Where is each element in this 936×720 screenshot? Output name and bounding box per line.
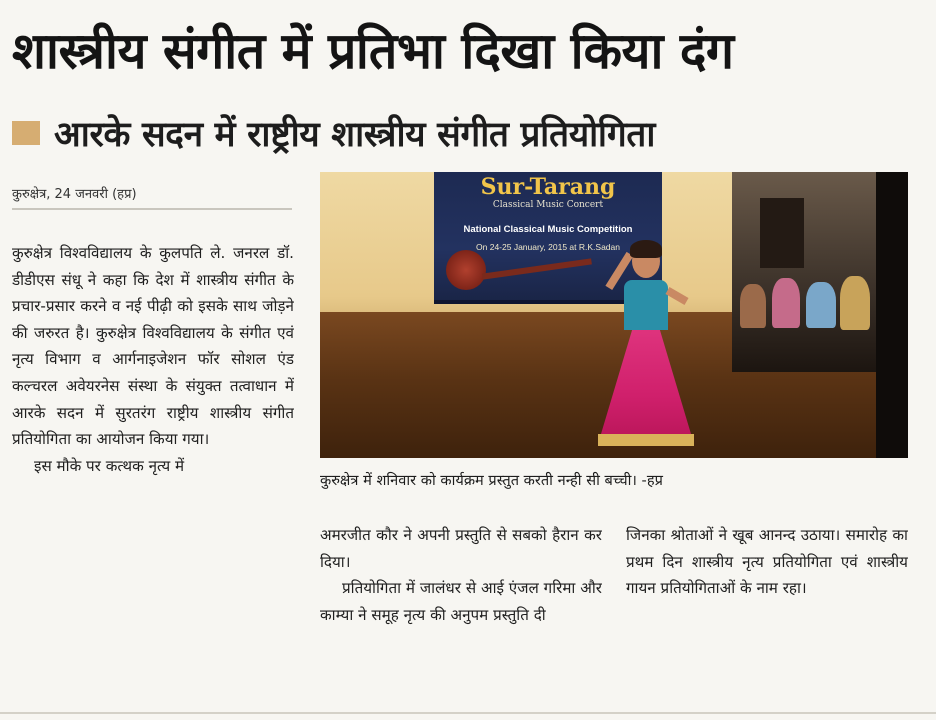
- subheadline-row: [12, 110, 924, 156]
- banner-subtitle: Classical Music Concert: [492, 200, 604, 210]
- banner-dates: On 24-25 January, 2015 at R.K.Sadan: [476, 242, 620, 252]
- bullet-square-icon: [12, 121, 40, 145]
- sitar-neck: [482, 258, 592, 279]
- dateline: कुरुक्षेत्र, 24 जनवरी (हप्र): [12, 187, 137, 202]
- photo-pillar: [876, 172, 908, 458]
- audience-member: [806, 282, 836, 328]
- banner-competition: National Classical Music Competition: [463, 224, 633, 235]
- paragraph: प्रतियोगिता में जालंधर से आई एंजल गरिमा और काम्या ने समूह नृत्य की अनुपम प्रस्तुति दी: [320, 579, 602, 624]
- photo-caption: कुरुक्षेत्र में शनिवार को कार्यक्रम प्रस्तुत करती नन्ही सी बच्ची। -हप्र: [320, 472, 663, 489]
- paragraph: जिनका श्रोताओं ने खूब आनन्द उठाया। समारोह का प्रथम दिन शास्त्रीय नृत्य प्रतियोगिता एवं शास्त्रीय गायन प्रतियोगिताओं के नाम रहा।: [626, 526, 908, 598]
- audience-member: [772, 278, 800, 328]
- divider: [0, 712, 936, 714]
- divider: [12, 208, 292, 210]
- audience-member: [740, 284, 766, 328]
- dancer-hem: [598, 434, 694, 446]
- paragraph: इस मौके पर कत्थक नृत्य में: [34, 456, 185, 475]
- headline: शास्त्रीय संगीत में प्रतिभा दिखा किया दंग: [12, 22, 734, 80]
- subheadline: आरके सदन में राष्ट्रीय शास्त्रीय संगीत प्रतियोगिता: [54, 114, 656, 155]
- audience-member: [840, 276, 870, 330]
- article-column-1: [12, 240, 294, 680]
- banner-title: Sur-Tarang: [480, 174, 616, 200]
- sitar-icon: [446, 250, 486, 290]
- article-column-2: [320, 522, 602, 687]
- paragraph: अमरजीत कौर ने अपनी प्रस्तुति से सबको हैरान कर दिया।: [320, 526, 602, 571]
- paragraph: कुरुक्षेत्र विश्वविद्यालय के कुलपति ले. जनरल डॉ. डीडीएस संधू ने कहा कि देश में शास्त्रीय संगीत के प्रचार-प्रसार करने व नई पीढ़ी को इसके साथ जोड़ने की जरुरत है। कुरुक्षेत्र विश्वविद्यालय के संगीत एवं नृत्य विभाग व आर्गनाइजेशन फॉर सोशल एंड कल्चरल अवेयरनेस संस्था के संयुक्त तत्वाधान में आरके सदन में सुरतरंग राष्ट्रीय शास्त्रीय संगीत प्रतियोगिता का आयोजन किया गया।: [12, 244, 294, 449]
- speaker-icon: [760, 198, 804, 268]
- article-column-3: [626, 522, 908, 687]
- dancer-top: [624, 280, 668, 330]
- dancer-hair: [630, 240, 662, 258]
- article-photo: [320, 172, 908, 458]
